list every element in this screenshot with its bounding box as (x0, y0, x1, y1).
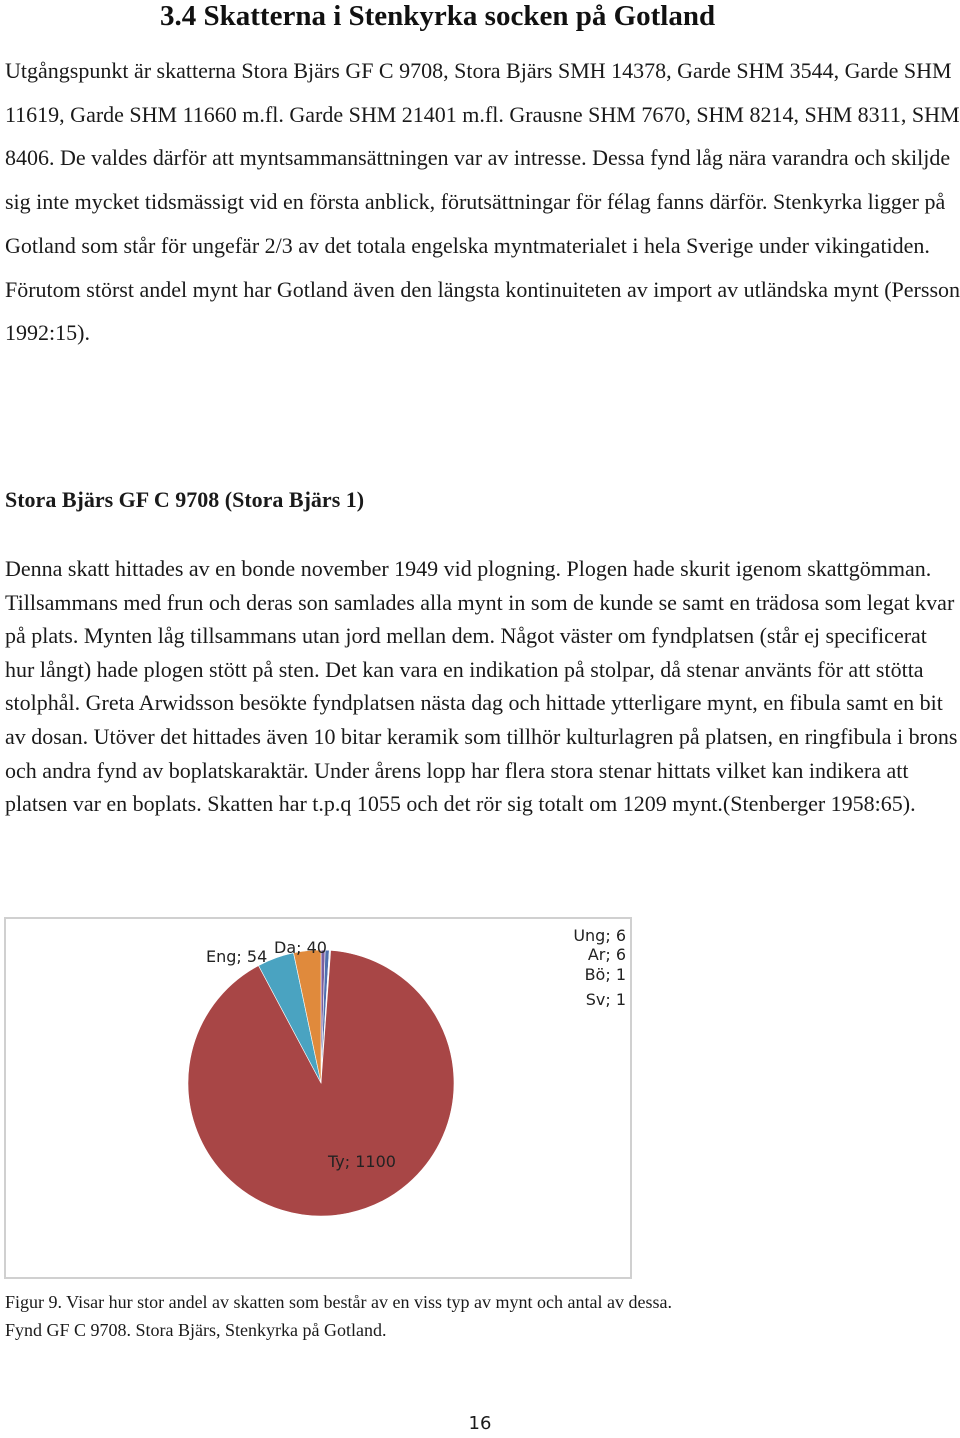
pie-label-sv: Sv; 1 (585, 990, 626, 1009)
pie-label-eng: Eng; 54 (206, 947, 268, 966)
subheading: Stora Bjärs GF C 9708 (Stora Bjärs 1) (5, 487, 365, 512)
pie-chart-svg (6, 919, 630, 1277)
pie-chart (4, 917, 632, 1279)
pie-label-da: Da; 40 (274, 938, 327, 957)
body-paragraph: Denna skatt hittades av en bonde november 1949 vid plogning. Plogen hade skurit igenom skattgömman. Tillsammans med frun och deras son samlades alla mynt in som de kunde se samt en trädosa som legat kvar på plats. Mynten låg tillsammans utan jord mellan dem. Något väster om fyndplatsen (står ej specificerat hur långt) hade plogen stött på sten. Det kan vara en indikation på stolpar, då stenar använts för att stötta stolphål. Greta Arwidsson besökte fyndplatsen nästa dag och hittade ytterligare mynt, en fibula samt en bit av dosan. Utöver det hittades även 10 bitar keramik som tillhör kulturlagren på platsen, en ringfibula i brons och andra fynd av boplatskaraktär. Under årens lopp har flera stora stenar hittats vilket kan indikera att platsen var en boplats. Skatten har t.p.q 1055 och det rör sig totalt om 1209 mynt.(Stenberger 1958:65). (5, 556, 958, 817)
page-number: 16 (468, 1413, 492, 1434)
pie-label-ty: Ty; 1100 (328, 1152, 396, 1171)
pie-label-bö: Bö; 1 (584, 965, 626, 984)
figure-caption: Figur 9. Visar hur stor andel av skatten som består av en viss typ av mynt och antal av dessa. Fynd GF C 9708. Stora Bjärs, Stenkyrka på Gotland. (5, 1292, 672, 1340)
section-heading: 3.4 Skatterna i Stenkyrka socken på Gotland (160, 0, 716, 32)
pie-label-ung: Ung; 6 (573, 926, 626, 945)
intro-paragraph: Utgångspunkt är skatterna Stora Bjärs GF C 9708, Stora Bjärs SMH 14378, Garde SHM 3544, Garde SHM 11619, Garde SHM 11660 m.fl. Garde SHM 21401 m.fl. Grausne SHM 7670, SHM 8214, SHM 8311, SHM 8406. De valdes därför att myntsammansättningen var av intresse. Dessa fynd låg nära varandra och skiljde sig inte mycket tidsmässigt vid en första anblick, förutsättningar för félag fanns därför. Stenkyrka ligger på Gotland som står för ungefär 2/3 av det totala engelska myntmaterialet i hela Sverige under vikingatiden. Förutom störst andel mynt har Gotland även den längsta kontinuiteten av import av utländska mynt (Persson 1992:15). (5, 58, 960, 346)
pie-label-ar: Ar; 6 (587, 945, 626, 964)
